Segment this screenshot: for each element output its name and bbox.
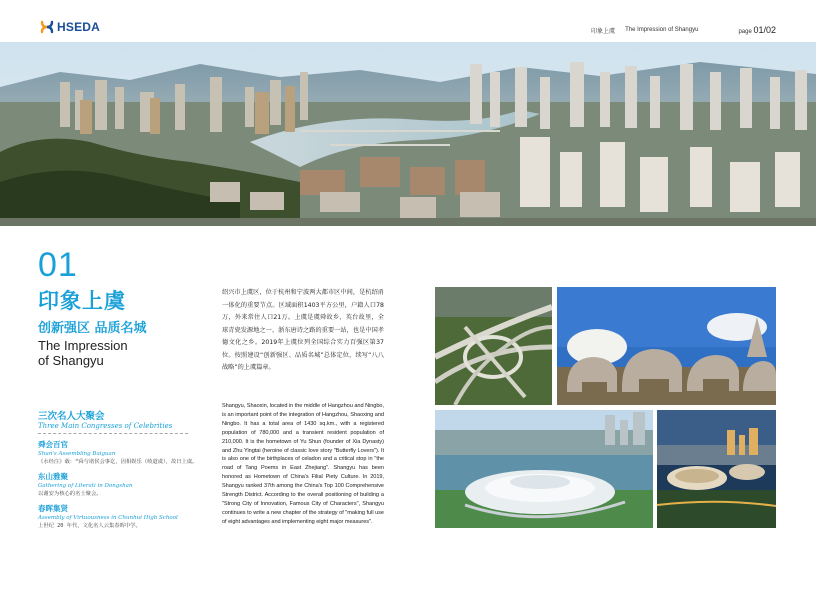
celebrity-item-desc: 《水经注》载：“舜与诸侯会事讫，因相娱乐（岐道虞），故曰上虞。 xyxy=(38,459,198,465)
celebrity-item-title-en: Gathering of Literati in Dongshan xyxy=(38,483,133,489)
page-indicator xyxy=(738,25,776,35)
riverside-building-photo xyxy=(435,410,653,528)
celebrity-item xyxy=(38,440,208,467)
elephant-sculptures-photo xyxy=(557,287,776,405)
celebrity-item-title-en: Shun's Assembling Baiguan xyxy=(38,451,116,457)
highway-interchange-photo xyxy=(435,287,552,405)
logo-text: HSEDA xyxy=(57,20,101,34)
section-title-en xyxy=(38,338,178,368)
hero-city-panorama xyxy=(0,42,816,226)
celebrity-item-title-cn: 舜会百官 xyxy=(38,440,68,449)
celebrities-title-en: Three Main Congresses of Celebrities xyxy=(38,422,173,430)
celebrities-list xyxy=(38,440,208,536)
brand-logo xyxy=(40,20,100,34)
page-header xyxy=(591,25,776,35)
logo-icon xyxy=(40,20,54,34)
celebrity-item xyxy=(38,472,208,499)
celebrity-item-title-cn: 春晖集贤 xyxy=(38,504,68,513)
celebrity-item-title-cn: 东山雅聚 xyxy=(38,472,68,481)
celebrity-item-title-en: Assembly of Virtuousness in Chunhui High School xyxy=(38,515,178,521)
intro-text-cn: 绍兴市上虞区，位于杭州和宁波两大都市区中间，是杭绍甬一体化的重要节点。区域面积1403平方公里，户籍人口78万，外来常住人口21万。上虞是虞舜故乡、英台故里，全球青瓷发源地之一、浙东唐诗之路的重要一站，也是中国孝德文化之乡。2019年上虞位列全国综合实力百强区第37位。按照建设“创新强区、品质名城”总体定位，续写“八八战略”的上虞篇章。 xyxy=(222,289,384,371)
celebrity-item-desc: 以谢安为核心的名士聚会。 xyxy=(38,491,102,497)
page-label: page xyxy=(738,29,752,35)
section-number: 01 xyxy=(38,246,78,284)
intro-text-en: Shangyu, Shaoxin, located in the middle of Hangzhou and Ningbo, is an important point of the integration of Hangzhou, Shaoxing and Ningbo. It has a total area of 1430 sq.km., with a registered population of 780,000 and a transient resident population of 210,000. It is the hometown of Yu Shun (founder of Xia Dynasty) and Zhu Yingtai (heroine of classic love story "Butterfly Lovers"). It is also one of the birthplaces of celadon and a critical stop in "the road of Tang Poems in East Zhejiang". Shangyu has been honored as Hometown of China's Filial Piety Culture. In 2019, Shangyu ranked 37th among the China's Top 100 Comprehensive Strength District. According to the overall positioning of building a "Strong City of Innovation, Famous City of Characters", Shangyu continues to write a new chapter of the strategy of "making full use of eight advantages and implementing eight major measures". xyxy=(222,403,384,525)
section-title-en-line2: of Shangyu xyxy=(38,353,104,368)
celebrities-title-cn: 三次名人大聚会 xyxy=(38,411,105,422)
header-section-en: The Impression of Shangyu xyxy=(625,27,699,33)
celebrity-item-desc: 上世纪 20 年代，文化名人云集春晖中学。 xyxy=(38,523,141,529)
header-section-cn: 印象上虞 xyxy=(591,28,616,35)
celebrity-item xyxy=(38,504,208,531)
section-title-en-line1: The Impression xyxy=(38,338,128,353)
stadium-night-photo xyxy=(657,410,776,528)
celebrities-divider xyxy=(38,433,188,434)
page-number: 01/02 xyxy=(753,25,776,35)
section-subtitle-cn: 创新强区 品质名城 xyxy=(38,321,147,336)
section-title-cn: 印象上虞 xyxy=(38,289,126,313)
